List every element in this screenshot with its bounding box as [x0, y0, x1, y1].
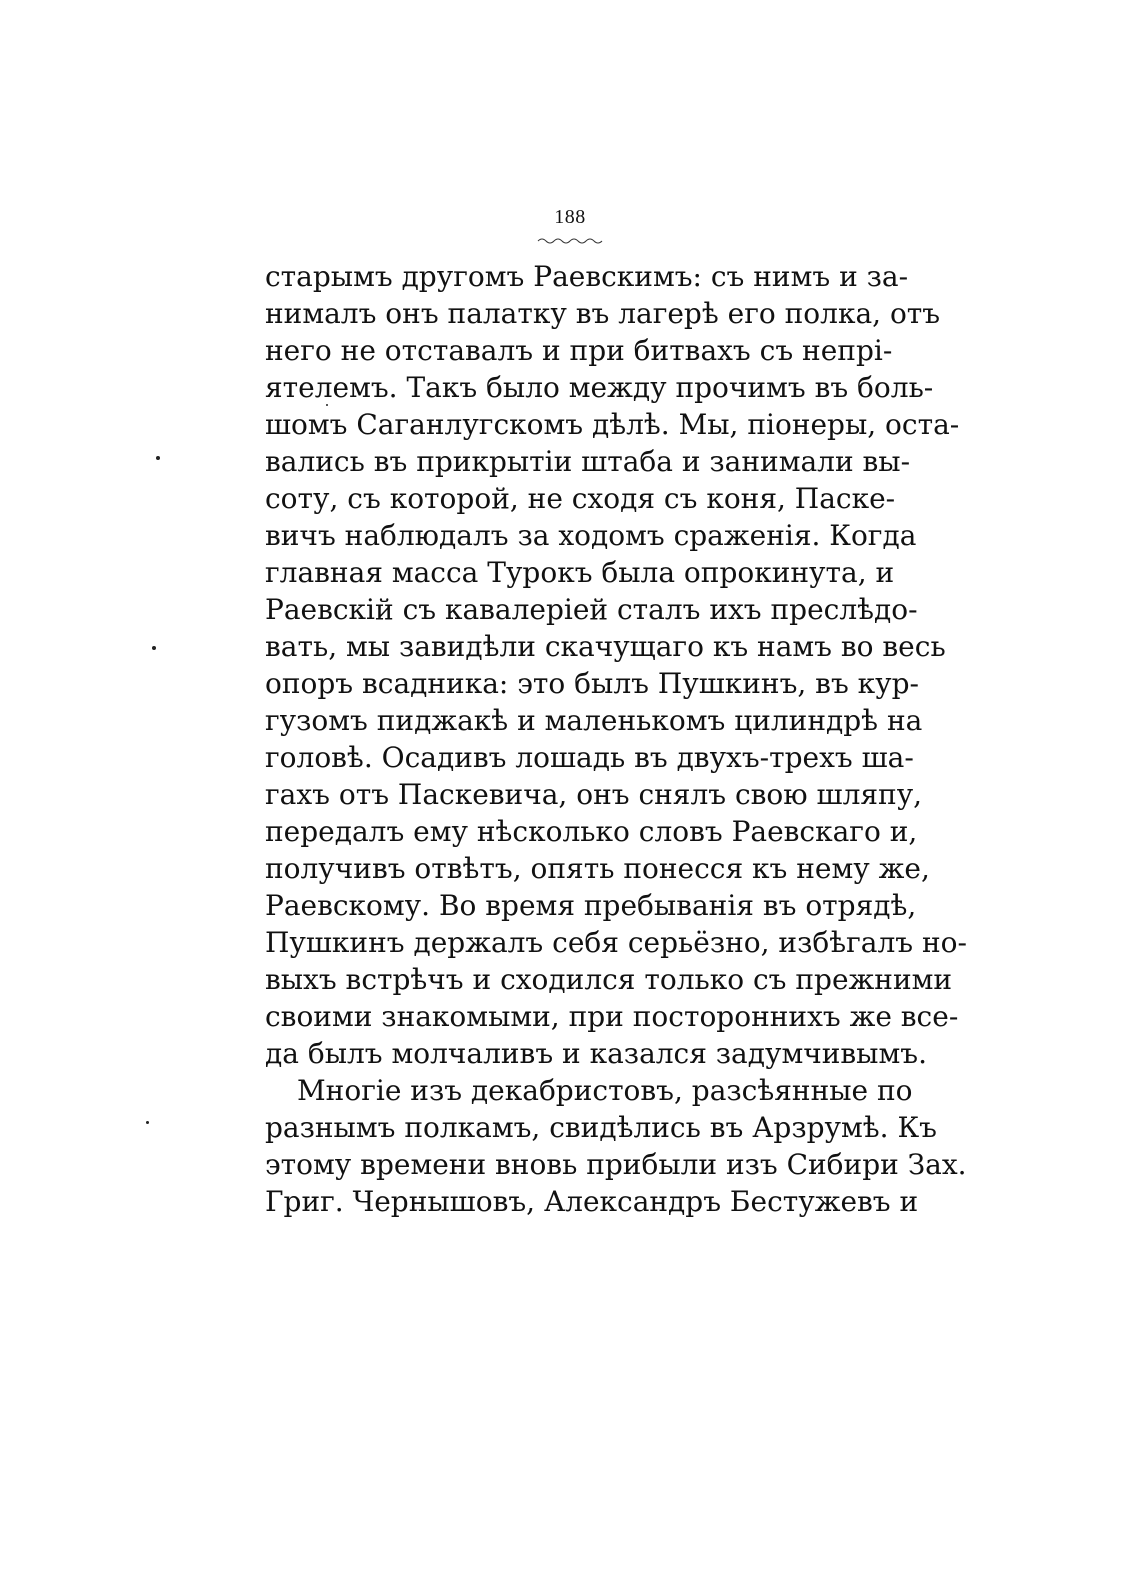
- text-line: разнымъ полкамъ, свидѣлись въ Арзрумѣ. Къ: [265, 1111, 937, 1144]
- text-line: Раевскому. Во время пребыванія въ отрядѣ,: [265, 889, 917, 922]
- text-line: ятелемъ. Такъ было между прочимъ въ боль-: [265, 371, 934, 404]
- text-line: этому времени вновь прибыли изъ Сибири Зах.: [265, 1148, 967, 1181]
- text-line: головѣ. Осадивъ лошадь въ двухъ-трехъ ша-: [265, 741, 914, 774]
- page-number: 188: [554, 206, 586, 228]
- text-line: соту, съ которой, не сходя съ коня, Паске-: [265, 482, 896, 515]
- text-line: Пушкинъ держалъ себя серьёзно, избѣгалъ но-: [265, 926, 967, 959]
- text-line: Раевскій съ кавалеріей сталъ ихъ преслѣдо-: [265, 593, 918, 626]
- text-line: гахъ отъ Паскевича, онъ снялъ свою шляпу,: [265, 778, 923, 811]
- body-text: [265, 258, 967, 1220]
- page-number-ornament: [536, 235, 604, 245]
- scan-speck: [156, 456, 160, 460]
- text-line: нималъ онъ палатку въ лагерѣ его полка, отъ: [265, 297, 941, 330]
- text-line: него не отставалъ и при битвахъ съ непрі-: [265, 334, 893, 367]
- text-line: получивъ отвѣтъ, опять понесся къ нему же,: [265, 852, 930, 885]
- text-line: вичъ наблюдалъ за ходомъ сраженія. Когда: [265, 519, 917, 552]
- text-line: старымъ другомъ Раевскимъ: съ нимъ и за-: [265, 260, 909, 293]
- text-line: гузомъ пиджакѣ и маленькомъ цилиндрѣ на: [265, 704, 923, 737]
- text-line: передалъ ему нѣсколько словъ Раевскаго и,: [265, 815, 918, 848]
- text-line: да былъ молчаливъ и казался задумчивымъ.: [265, 1037, 927, 1070]
- text-line: Многіе изъ декабристовъ, разсѣянные по: [297, 1074, 913, 1107]
- scan-speck: [152, 646, 156, 650]
- text-line: главная масса Турокъ была опрокинута, и: [265, 556, 895, 589]
- text-line: вать, мы завидѣли скачущаго къ намъ во весь: [265, 630, 946, 663]
- text-line: своими знакомыми, при постороннихъ же все-: [265, 1000, 959, 1033]
- text-line: опоръ всадника: это былъ Пушкинъ, въ кур-: [265, 667, 920, 700]
- paragraph-2: [265, 1072, 967, 1220]
- scan-speck: [146, 1121, 149, 1124]
- paragraph-1: [265, 258, 967, 1072]
- text-line: вались въ прикрытіи штаба и занимали вы-: [265, 445, 911, 478]
- scan-speck: [326, 404, 328, 406]
- text-line: шомъ Саганлугскомъ дѣлѣ. Мы, піонеры, оста-: [265, 408, 960, 441]
- text-line: выхъ встрѣчъ и сходился только съ прежними: [265, 963, 953, 996]
- text-line: Григ. Чернышовъ, Александръ Бестужевъ и: [265, 1185, 919, 1218]
